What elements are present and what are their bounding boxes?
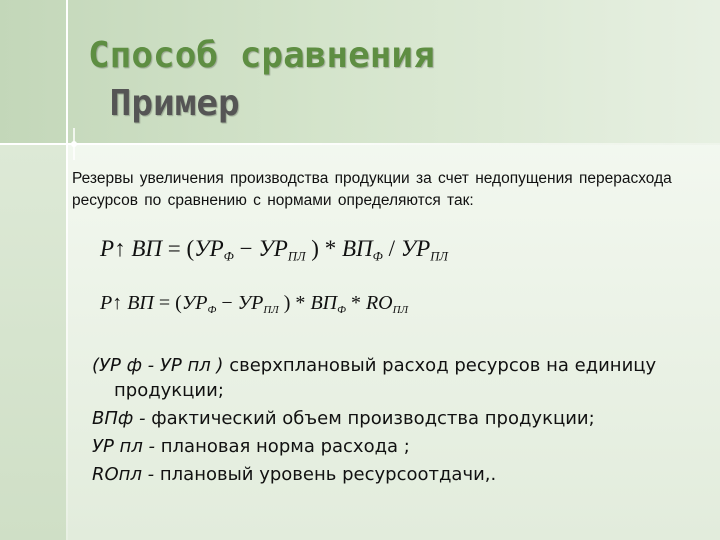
formula-2-p: P (100, 292, 113, 314)
formula-2-sub-f2: Ф (337, 303, 346, 316)
formula-1-slash: / (382, 236, 401, 261)
definition-term: ВПф - (92, 408, 152, 429)
formula-2-eq: = ( (153, 292, 182, 314)
formula-2-sub-pl1: ПЛ (263, 303, 279, 316)
formula-2-ur2: УР (237, 292, 264, 314)
formula-1 (100, 236, 570, 264)
formula-1-sub-pl2: ПЛ (430, 249, 448, 264)
intro-text: Резервы увеличения производства продукции за счет недопущения перерасхода ресурсов по сравнению с нормами определяются так: (72, 170, 672, 209)
formula-2-sub-pl2: ПЛ (392, 303, 409, 316)
slide-title (88, 32, 435, 128)
formula-2-ro: RO (365, 292, 393, 314)
formula-2-ur1: УР (181, 292, 208, 314)
title-line-1: Способ сравнения (88, 35, 435, 76)
formula-1-sub-pl1: ПЛ (287, 249, 306, 264)
formula-1-ur2: УР (258, 236, 288, 261)
formula-1-sub-f1: Ф (223, 249, 234, 264)
definition-text: плановая норма расхода ; (160, 436, 410, 457)
formula-2-close: ) * (278, 292, 311, 314)
definition-term: (УР ф - УР пл ) (92, 355, 224, 376)
formula-2-minus: − (216, 292, 238, 314)
left-band (0, 145, 66, 540)
arrow-up-icon: ↑ (114, 236, 126, 261)
formula-2-star: * (345, 292, 366, 314)
formula-1-vp2: ВП (341, 236, 373, 261)
formula-1-ur3: УР (400, 236, 431, 261)
formula-1-eq: = ( (161, 236, 195, 261)
definition-text: плановый уровень ресурсоотдачи,. (159, 464, 497, 485)
definition-term: УР пл - (92, 436, 161, 457)
definition-term: RОпл - (92, 464, 160, 485)
formula-1-sub-f2: Ф (372, 249, 383, 264)
formula-1-vp: ВП (131, 236, 162, 261)
definition-text: сверхплановый расход ресурсов на единицу продукции; (114, 355, 657, 401)
definition-item (92, 406, 692, 431)
formula-1-close: ) * (305, 236, 342, 261)
definition-item (92, 353, 692, 403)
vertical-divider (66, 0, 68, 540)
formula-2-vp2: ВП (310, 292, 338, 314)
definition-item (92, 462, 692, 487)
definition-text: фактический объем производства продукции; (151, 408, 595, 429)
sparkle-icon (58, 128, 90, 160)
horizontal-divider (0, 143, 720, 145)
arrow-up-icon: ↑ (112, 292, 123, 314)
formula-1-minus: − (233, 236, 259, 261)
definitions-list (92, 353, 692, 490)
title-line-2: Пример (88, 83, 240, 124)
formula-2-sub-f1: Ф (207, 303, 217, 316)
formula-2-vp: ВП (127, 292, 154, 314)
formula-1-p: P (100, 236, 115, 261)
definition-item (92, 434, 692, 459)
formula-2 (100, 292, 570, 316)
formula-1-ur1: УР (194, 236, 224, 261)
